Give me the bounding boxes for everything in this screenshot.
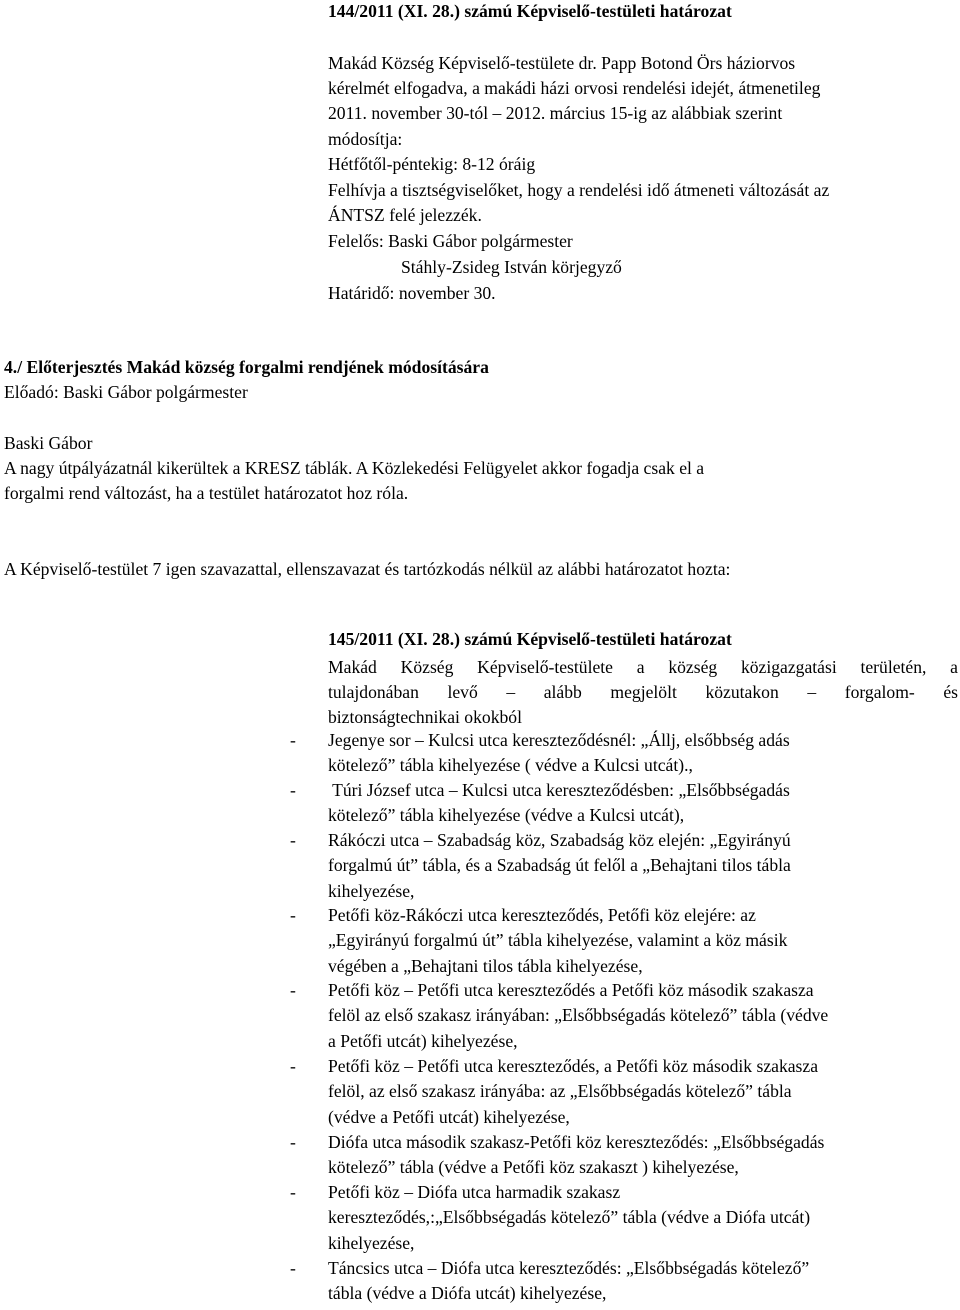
resolution-144-line: ÁNTSZ felé jelezzék. — [328, 205, 482, 225]
list-item-line: kihelyezése, — [328, 880, 415, 901]
speaker-name: Baski Gábor — [4, 433, 93, 453]
list-item — [290, 728, 958, 778]
list-item-line: kihelyezése, — [328, 1232, 415, 1253]
dash-bullet: - — [290, 730, 296, 750]
resolution-144-line: kérelmét elfogadva, a makádi házi orvosi rendelési idejét, átmenetileg — [328, 78, 821, 98]
responsible-notary: Stáhly-Zsideg István körjegyző — [401, 257, 622, 277]
list-item — [290, 828, 958, 903]
traffic-sign-list — [290, 728, 958, 1306]
responsible-mayor: Felelős: Baski Gábor polgármester — [328, 231, 573, 251]
list-item-line: „Egyirányú forgalmú út” tábla kihelyezése, valamint a köz másik — [328, 930, 788, 951]
list-item — [290, 903, 958, 978]
list-item-line: kötelező” tábla kihelyezése ( védve a Kulcsi utcát)., — [328, 755, 693, 776]
list-item-line: Petőfi köz – Petőfi utca kereszteződés, a Petőfi köz második szakasza — [328, 1056, 819, 1076]
dash-bullet: - — [290, 980, 296, 1000]
list-item — [290, 978, 958, 1054]
list-item-line: Rákóczi utca – Szabadság köz, Szabadság köz elején: „Egyirányú — [328, 830, 791, 850]
list-item-line: Jegenye sor – Kulcsi utca kereszteződésnél: „Állj, elsőbbség adás — [328, 730, 790, 750]
dash-bullet: - — [290, 1258, 296, 1278]
list-item-line: Diófa utca második szakasz-Petőfi köz kereszteződés: „Elsőbbségadás — [328, 1132, 825, 1152]
speech-line: forgalmi rend változást, ha a testület határozatot hoz róla. — [4, 483, 409, 503]
vote-statement: A Képviselő-testület 7 igen szavazattal, ellenszavazat és tartózkodás nélkül az alábbi határozatot hozta: — [4, 559, 731, 579]
resolution-144-line: módosítja: — [328, 129, 403, 149]
list-item-line: Petőfi köz – Petőfi utca kereszteződés a Petőfi köz második szakasza — [328, 980, 814, 1000]
resolution-144-line: Felhívja a tisztségviselőket, hogy a rendelési idő átmeneti változását az — [328, 180, 830, 200]
agenda-item-4-heading: 4./ Előterjesztés Makád község forgalmi rendjének módosítására — [4, 357, 489, 377]
list-item — [290, 778, 958, 828]
resolution-145-heading: 145/2011 (XI. 28.) számú Képviselő-testületi határozat — [328, 629, 732, 649]
dash-bullet: - — [290, 1132, 296, 1152]
list-item-line: kereszteződés,:„Elsőbbségadás kötelező” tábla (védve a Diófa utcát) — [328, 1207, 811, 1228]
list-item — [290, 1130, 958, 1180]
resolution-144-line: Makád Község Képviselő-testülete dr. Papp Botond Örs háziorvos — [328, 53, 796, 73]
dash-bullet: - — [290, 905, 296, 925]
dash-bullet: - — [290, 830, 296, 850]
list-item-line: forgalmú út” tábla, és a Szabadság út felől a „Behajtani tilos tábla — [328, 855, 791, 876]
list-item-line: a Petőfi utcát) kihelyezése, — [328, 1030, 518, 1051]
resolution-145-intro-line: tulajdonában levő – alább megjelölt közutakon – forgalom- és — [328, 682, 958, 702]
list-item — [290, 1054, 958, 1130]
resolution-144-line: Hétfőtől-péntekig: 8-12 óráig — [328, 154, 536, 174]
dash-bullet: - — [290, 780, 296, 800]
list-item-line: kötelező” tábla (védve a Petőfi köz szakaszt ) kihelyezése, — [328, 1157, 739, 1178]
resolution-145-intro-line: biztonságtechnikai okokból — [328, 707, 522, 727]
list-item-line: Petőfi köz-Rákóczi utca kereszteződés, Petőfi köz elejére: az — [328, 905, 756, 925]
presenter: Előadó: Baski Gábor polgármester — [4, 382, 248, 402]
dash-bullet: - — [290, 1182, 296, 1202]
list-item-line: kötelező” tábla kihelyezése (védve a Kulcsi utcát), — [328, 805, 685, 826]
list-item — [290, 1180, 958, 1256]
list-item-line: felöl, az első szakasz irányába: az „Elsőbbségadás kötelező” tábla — [328, 1081, 792, 1102]
list-item-line: Túri József utca – Kulcsi utca kereszteződésben: „Elsőbbségadás — [328, 780, 790, 800]
list-item-line: Táncsics utca – Diófa utca kereszteződés: „Elsőbbségadás kötelező” — [328, 1258, 810, 1278]
resolution-145-intro-line: Makád Község Képviselő-testülete a község közigazgatási területén, a — [328, 657, 958, 677]
list-item-line: tábla (védve a Diófa utcát) kihelyezése, — [328, 1283, 607, 1304]
speech-line: A nagy útpályázatnál kikerültek a KRESZ táblák. A Közlekedési Felügyelet akkor fogadja csak el a — [4, 458, 705, 478]
deadline: Határidő: november 30. — [328, 283, 496, 303]
dash-bullet: - — [290, 1056, 296, 1076]
list-item-line: végében a „Behajtani tilos tábla kihelyezése, — [328, 955, 643, 976]
resolution-144-heading: 144/2011 (XI. 28.) számú Képviselő-testületi határozat — [328, 1, 732, 21]
list-item — [290, 1256, 958, 1306]
list-item-line: felöl az első szakasz irányában: „Elsőbbségadás kötelező” tábla (védve — [328, 1005, 829, 1026]
list-item-line: (védve a Petőfi utcát) kihelyezése, — [328, 1106, 570, 1127]
list-item-line: Petőfi köz – Diófa utca harmadik szakasz — [328, 1182, 621, 1202]
resolution-144-line: 2011. november 30-tól – 2012. március 15-ig az alábbiak szerint — [328, 103, 783, 123]
